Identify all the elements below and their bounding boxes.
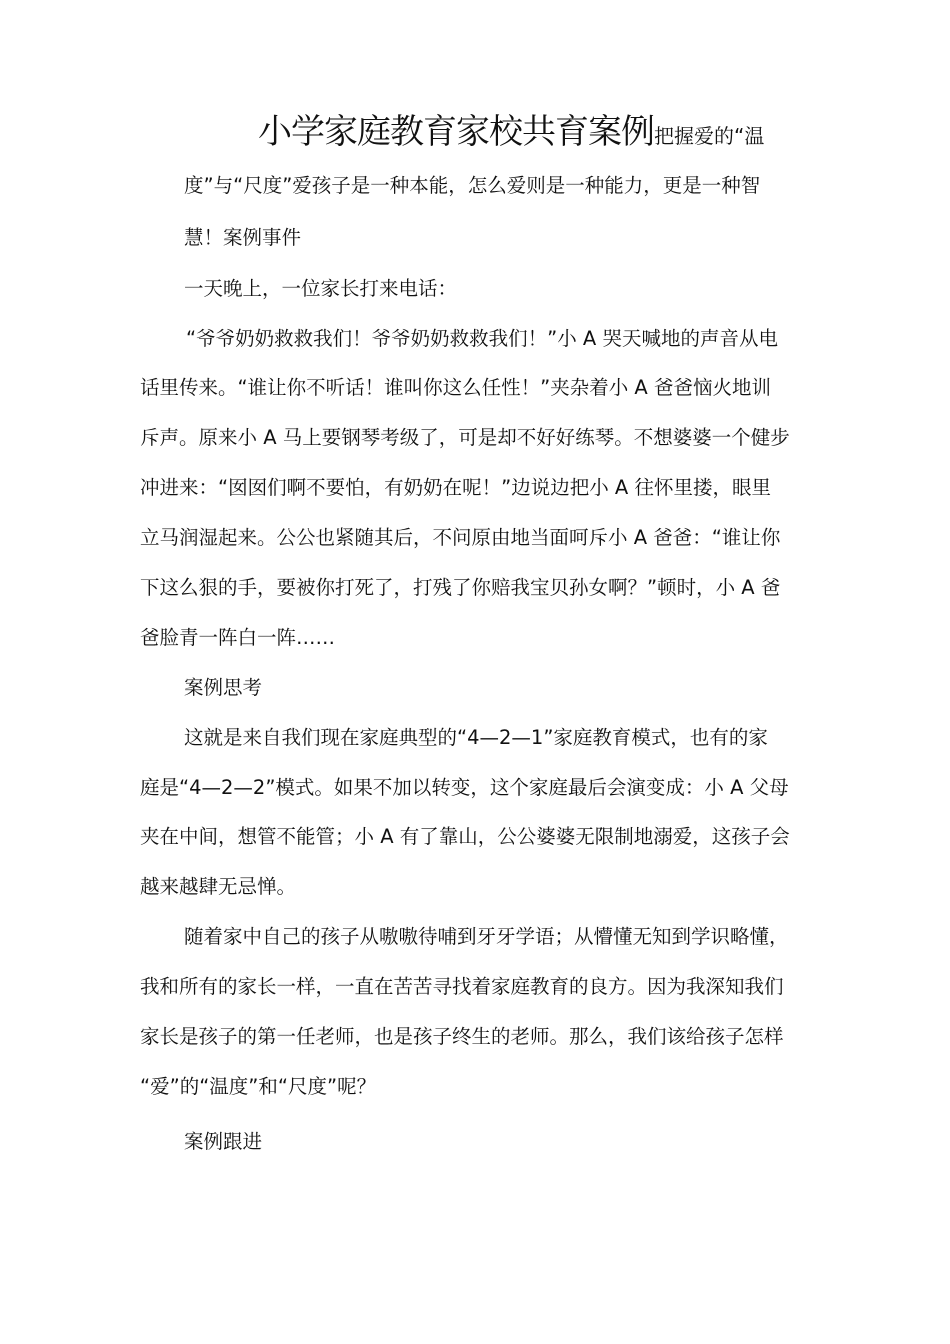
title-tail-text: 把握爱的“温 bbox=[654, 124, 765, 148]
paragraph-line: 越来越肆无忌惮。 bbox=[140, 875, 297, 898]
paragraph-line: “爱”的“温度”和“尺度”呢？ bbox=[140, 1075, 377, 1098]
title-main-text: 小学家庭教育家校共育案例 bbox=[258, 112, 654, 152]
paragraph-line: “爷爷奶奶救救我们！爷爷奶奶救救我们！”小 A 哭天喊地的声音从电 bbox=[186, 327, 778, 350]
section-heading: 案例思考 bbox=[184, 676, 263, 699]
section-heading: 案例跟进 bbox=[184, 1130, 263, 1153]
paragraph-line: 度”与“尺度”爱孩子是一种本能，怎么爱则是一种能力，更是一种智 bbox=[184, 174, 761, 197]
paragraph-line: 下这么狠的手，要被你打死了，打残了你赔我宝贝孙女啊？”顿时，小 A 爸 bbox=[140, 576, 781, 599]
paragraph-line: 立马润湿起来。公公也紧随其后，不问原由地当面呵斥小 A 爸爸：“谁让你 bbox=[140, 526, 781, 549]
paragraph-line: 话里传来。“谁让你不听话！谁叫你这么任性！”夹杂着小 A 爸爸恼火地训 bbox=[140, 376, 771, 399]
paragraph-line: 夹在中间，想管不能管；小 A 有了靠山，公公婆婆无限制地溺爱，这孩子会 bbox=[140, 825, 790, 848]
paragraph-line: 庭是“4—2—2”模式。如果不加以转变，这个家庭最后会演变成：小 A 父母 bbox=[140, 776, 789, 799]
paragraph-line: 冲进来：“囡囡们啊不要怕，有奶奶在呢！”边说边把小 A 往怀里搂，眼里 bbox=[140, 476, 771, 499]
document-title bbox=[258, 104, 858, 153]
paragraph-line: 随着家中自己的孩子从嗷嗷待哺到牙牙学语；从懵懂无知到学识略懂， bbox=[184, 925, 789, 948]
paragraph-line: 一天晚上，一位家长打来电话： bbox=[184, 277, 458, 300]
paragraph-line: 爸脸青一阵白一阵…… bbox=[140, 626, 336, 649]
paragraph-line: 斥声。原来小 A 马上要钢琴考级了，可是却不好好练琴。不想婆婆一个健步 bbox=[140, 426, 790, 449]
paragraph-line: 我和所有的家长一样，一直在苦苦寻找着家庭教育的良方。因为我深知我们 bbox=[140, 975, 784, 998]
paragraph-line: 家长是孩子的第一任老师，也是孩子终生的老师。那么，我们该给孩子怎样 bbox=[140, 1025, 784, 1048]
paragraph-line: 这就是来自我们现在家庭典型的“4—2—1”家庭教育模式，也有的家 bbox=[184, 726, 768, 749]
paragraph-line: 慧！案例事件 bbox=[184, 226, 302, 249]
